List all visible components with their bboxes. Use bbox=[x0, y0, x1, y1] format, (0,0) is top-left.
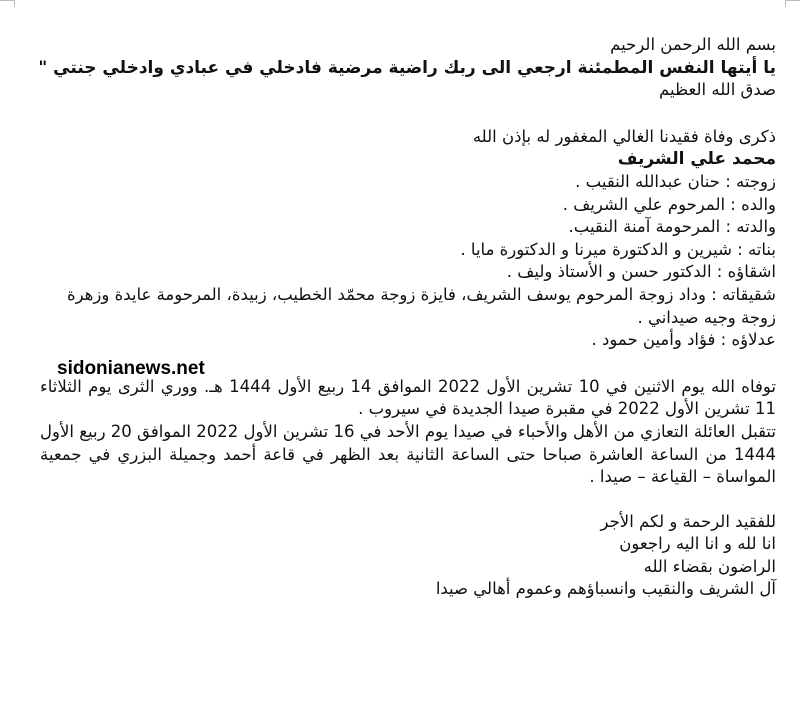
page-corner-right bbox=[785, 0, 800, 7]
closing-line-4: آل الشريف والنقيب وانسباؤهم وعموم أهالي صيدا bbox=[435, 579, 776, 599]
basmala-line: بسم الله الرحمن الرحيم bbox=[610, 35, 776, 54]
page-corner-left bbox=[0, 0, 15, 7]
deceased-name: محمد علي الشريف bbox=[617, 149, 776, 170]
family-brothers: اشقاؤه : الدكتور حسن و الأستاذ وليف . bbox=[506, 262, 776, 282]
obituary-document bbox=[40, 34, 776, 601]
watermark-site-name: sidonianews.net bbox=[57, 358, 205, 379]
condolence-notice: تتقبل العائلة التعازي من الأهل والأحباء في صيدا يوم الأحد في 16 تشرين الأول 2022 الموافق 20 ربيع الأول 1444 من الساعة العاشرة صباحا حتى الساعة الثانية بعد الظهر في قاعة أحمد وجميلة البزري في جمعية المواساة – القياعة – صيدا . bbox=[40, 421, 776, 487]
family-mother: والدته : المرحومة آمنة النقيب. bbox=[568, 217, 776, 237]
closing-line-1: للفقيد الرحمة و لكم الأجر bbox=[600, 511, 776, 531]
family-sisters: شقيقاته : وداد زوجة المرحوم يوسف الشريف، فايزة زوجة محمّد الخطيب، زبيدة، المرحومة عايدة وزهرة زوجة وجيه صيداني . bbox=[66, 284, 776, 327]
sadaqa-line: صدق الله العظيم bbox=[659, 80, 776, 100]
quran-verse-line: يا أيتها النفس المطمئنة ارجعي الى ربك راضية مرضية فادخلي في عبادي وادخلي جنتي " bbox=[38, 57, 776, 78]
family-father: والده : المرحوم علي الشريف . bbox=[562, 194, 776, 214]
closing-line-2: انا لله و انا اليه راجعون bbox=[619, 534, 776, 554]
closing-line-3: الراضون بقضاء الله bbox=[643, 556, 776, 576]
death-notice: توفاه الله يوم الاثنين في 10 تشرين الأول 2022 الموافق 14 ربيع الأول 1444 هـ. ووري الثرى يوم الثلاثاء 11 تشرين الأول 2022 في مقبرة صيدا الجديدة في سيروب . bbox=[40, 376, 776, 419]
family-daughters: بناته : شيرين و الدكتورة ميرنا و الدكتورة مايا . bbox=[460, 239, 776, 259]
family-wife: زوجته : حنان عبدالله النقيب . bbox=[575, 171, 776, 191]
family-in-laws: عدلاؤه : فؤاد وأمين حمود . bbox=[591, 330, 776, 350]
intro-line: ذكرى وفاة فقيدنا الغالي المغفور له بإذن الله bbox=[472, 126, 776, 146]
